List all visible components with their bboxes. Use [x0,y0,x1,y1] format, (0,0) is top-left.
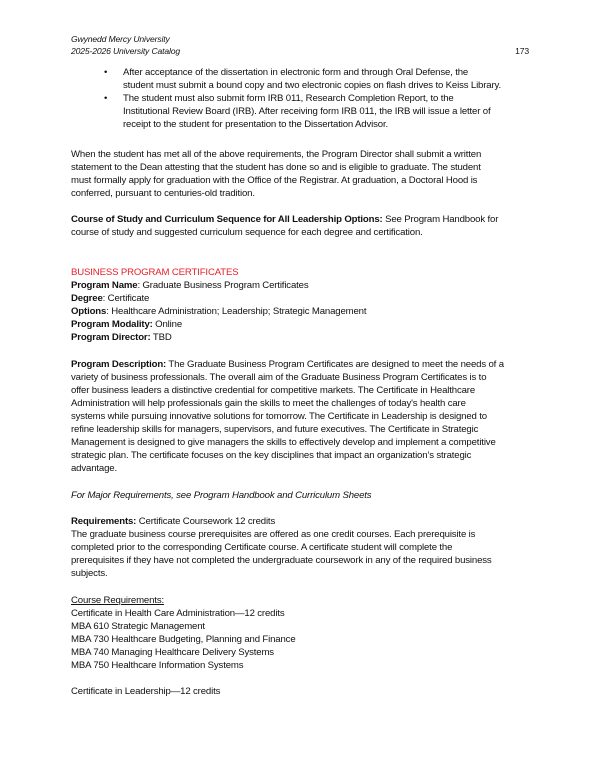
text-line: Administration will help professionals gain the skills to meet the challenges of today's health care [71,398,466,409]
course-requirements-heading: Course Requirements: [71,595,164,606]
course-requirements [71,594,541,672]
text-line: strategic plan. The certificate focuses on the key disciplines that impact an organization’s strategic [71,450,472,461]
field-value: : Graduate Business Program Certificates [137,280,309,291]
text-line: variety of business professionals. The overall aim of the Graduate Business Program Certificates is to [71,372,487,383]
text-line: conferred, pursuant to centuries-old tradition. [71,188,255,199]
major-requirements-note: For Major Requirements, see Program Handbook and Curriculum Sheets [71,490,372,501]
text-line: completed prior to the corresponding Certificate course. A certificate student will complete the [71,542,453,553]
program-info [71,266,541,344]
text-line: advantage. [71,463,117,474]
bullet-line: Institutional Review Board (IRB). After receiving form IRB 011, the IRB will issue a letter of [123,106,491,117]
course-item: MBA 730 Healthcare Budgeting, Planning and Finance [71,634,296,645]
text-line: offer business leaders a distinctive credential for competitive markets. The Certificate in Healthcare [71,385,476,396]
text-line: statement to the Dean attesting that the student has done so and is eligible to graduate. The student [71,162,481,173]
course-of-study-label: Course of Study and Curriculum Sequence for All Leadership Options: [71,214,383,225]
course-item: MBA 740 Managing Healthcare Delivery Systems [71,647,274,658]
field-label: Program Name [71,280,138,291]
bullet-line: The student must also submit form IRB 011, Research Completion Report, to the [123,93,454,104]
field-value: : Certificate [102,293,150,304]
requirements-value: Certificate Coursework 12 credits [136,516,276,527]
program-description [71,358,541,475]
field-label: Degree [71,293,103,304]
text-line: See Program Handbook for [382,214,499,225]
text-line: must formally apply for graduation with the Office of the Registrar. At graduation, a Doctoral Hood is [71,175,478,186]
header-catalog: 2025-2026 University Catalog [71,46,181,56]
field-label: Program Director: [71,332,151,343]
requirements [71,515,541,580]
bullet-line: receipt to the student for presentation to the Dissertation Advisor. [123,119,388,130]
bullet-icon: • [104,93,108,104]
completion-paragraph [71,148,541,200]
bullet-icon: • [104,67,108,78]
description-label: Program Description: [71,359,167,370]
header-institution: Gwynedd Mercy University [71,34,170,44]
field-label: Options [71,306,107,317]
requirements-label: Requirements: [71,516,137,527]
page-number: 173 [515,46,529,56]
section-title: BUSINESS PROGRAM CERTIFICATES [71,267,239,278]
field-value: : Healthcare Administration; Leadership; Strategic Management [106,306,367,317]
bullet-line: After acceptance of the dissertation in electronic form and through Oral Defense, the [123,67,469,78]
text-line: prerequisites if they have not completed the undergraduate coursework in any of the required business [71,555,492,566]
course-item: Certificate in Health Care Administration—12 credits [71,608,285,619]
text-line: When the student has met all of the above requirements, the Program Director shall submit a written [71,149,482,160]
text-line: The Graduate Business Program Certificates are designed to meet the needs of a [166,359,504,370]
text-line: systems while pursuing innovative solutions for tomorrow. The Certificate in Leadership is designed to [71,411,487,422]
leadership-certificate: Certificate in Leadership—12 credits [71,686,221,697]
text-line: refine leadership skills for managers, supervisors, and future executives. The Certificate in Strategic [71,424,479,435]
course-of-study [71,213,541,239]
field-label: Program Modality: [71,319,153,330]
field-value: TBD [150,332,172,343]
course-item: MBA 610 Strategic Management [71,621,205,632]
text-line: Management is designed to give managers the skills to effectively develop and implement a competitive [71,437,496,448]
text-line: The graduate business course prerequisites are offered as one credit courses. Each prerequisite is [71,529,476,540]
field-value: Online [152,319,183,330]
course-item: MBA 750 Healthcare Information Systems [71,660,244,671]
bullet-line: student must submit a bound copy and two electronic copies on flash drives to Keiss Library. [123,80,501,91]
text-line: subjects. [71,568,108,579]
text-line: course of study and suggested curriculum sequence for each degree and certification. [71,227,423,238]
